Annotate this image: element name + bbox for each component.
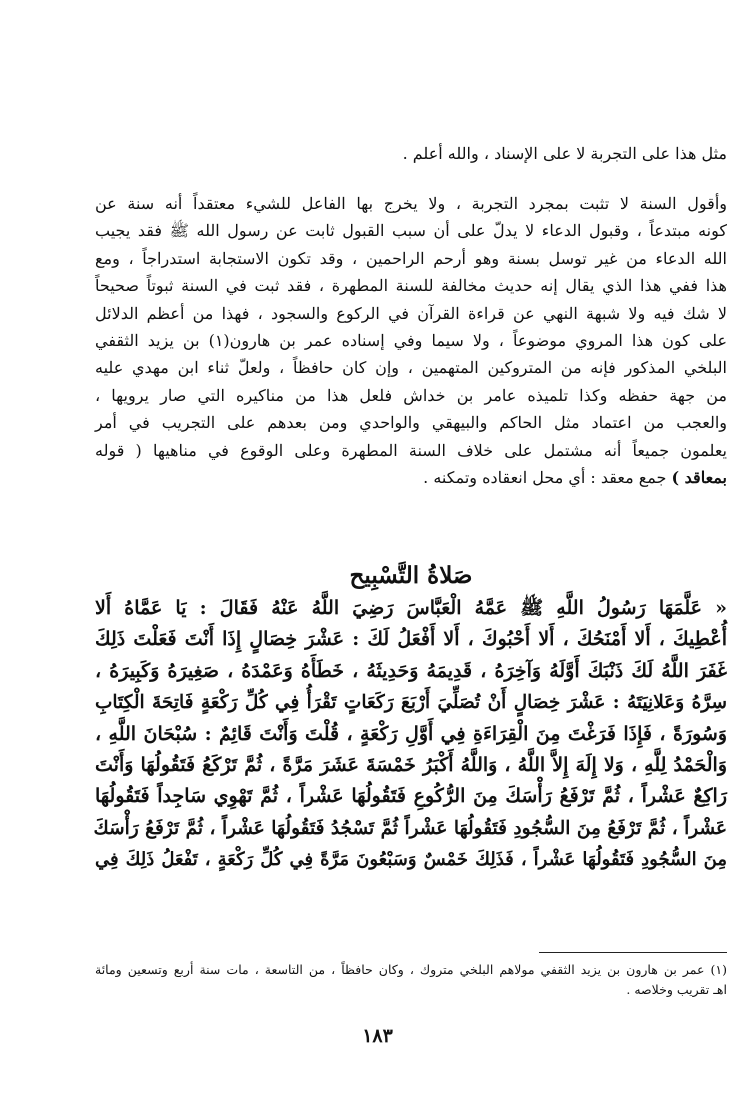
footnote-line: اهـ تقريب وخلاصه . xyxy=(626,982,727,997)
paragraph-line: الله الدعاء من غير توسل بسنة وهو أرحم الراحمين ، وقد تكون الاستجابة استدراجاً ، ومع xyxy=(95,248,727,268)
hadith-line: غَفَرَ اللَّهُ لَكَ ذَنْبَكَ أَوَّلَهُ وَآخِرَهُ ، قَدِيمَهُ وَحَدِيثَهُ ، خَطَأَهُ وَعَمْدَهُ ، صَغِيرَهُ وَكَبِيرَهُ ، xyxy=(95,659,727,682)
paragraph-line: هذا ففي هذا الذي يقال إنه حديث مخالفة للسنة المطهرة ، فقد ثبت في السنة ثبوتاً صحيحاً xyxy=(95,276,727,296)
hadith-text xyxy=(95,593,727,876)
paragraph-line: والعجب من اعتماد مثل الحاكم والبيهقي والواحدي ومن بعدهم على التجريب في أمر xyxy=(95,413,727,433)
hadith-line: « عَلَّمَهَا رَسُولُ اللَّهِ ﷺ عَمَّهُ الْعَبَّاسَ رَضِيَ اللَّهُ عَنْهُ فَقَالَ : يَا عَمَّاهُ أَلا xyxy=(95,597,727,619)
paragraph-line: لا شك فيه ولا شبهة النهي عن قراءة القرآن في الركوع والسجود ، فهذا من أعظم الدلائل xyxy=(95,303,727,323)
hadith-line: وَسُورَةً ، فَإِذَا فَرَغْتَ مِنَ الْقِرَاءَةِ فِي أَوَّلِ رَكْعَةٍ ، قُلْتَ وَأَنْتَ قَائِمٌ : سُبْحَانَ اللَّهِ ، xyxy=(95,722,727,745)
paragraph-line: من جهة حفظه وكذا تلميذه عامر بن خداش فلعل هذا من مناكيره التي صار يرويها ، xyxy=(95,385,727,405)
footnote-divider xyxy=(539,952,727,953)
section-heading: صَلاةُ التَّسْبِيح xyxy=(349,562,473,589)
intro-text: مثل هذا على التجربة لا على الإسناد ، والله أعلم . xyxy=(402,144,727,163)
hadith-line: مِنَ السُّجُودِ فَتَقُولُهَا عَشْراً ، فَذَلِكَ خَمْسٌ وَسَبْعُونَ مَرَّةً فِي كُلِّ رَكْعَةٍ ، تَفْعَلُ ذَلِكَ فِي xyxy=(95,849,727,871)
page-number: ١٨٣ xyxy=(362,1025,393,1047)
hadith-line: عَشْراً ، ثُمَّ تَرْفَعُ مِنَ السُّجُودِ فَتَقُولُهَا عَشْراً ثُمَّ تَسْجُدُ فَتَقُولُهَا عَشْراً ، ثُمَّ تَرْفَعُ رَأْسَكَ xyxy=(93,817,727,839)
hadith-line: رَاكِعٌ عَشْراً ، ثُمَّ تَرْفَعُ رَأْسَكَ مِنَ الرُّكُوعِ فَتَقُولُهَا عَشْراً ، ثُمَّ تَهْوِي سَاجِداً فَتَقُولُهَا xyxy=(95,785,727,808)
term-explanation: جمع معقد : أي محل انعقاده وتمكنه . xyxy=(423,468,672,488)
hadith-line: وَالْحَمْدُ لِلَّهِ ، وَلا إِلَهَ إِلاَّ اللَّهُ ، وَاللَّهُ أَكْبَرُ خَمْسَةَ عَشَرَ مَرَّةً ، ثُمَّ تَرْكَعُ فَتَقُولُهَا وَأَنْتَ xyxy=(95,754,727,777)
hadith-line: سِرَّهُ وَعَلانِيَتَهُ : عَشْرَ خِصَالٍ أَنْ تُصَلِّيَ أَرْبَعَ رَكَعَاتٍ تَقْرَأُ فِي كُلِّ رَكْعَةٍ فَاتِحَةَ الْكِتَابِ xyxy=(95,692,727,714)
paragraph-line: كونه مبتدعاً ، وقبول الدعاء لا يدلّ على أن سبب القبول ثابت عن رسول الله ﷺ فقد يجيب xyxy=(95,221,727,241)
paragraph-line: يعلمون جميعاً أنه مشتمل على خلاف السنة المطهرة وعلى الوقوع في مناهيها ( قوله xyxy=(95,440,727,460)
paragraph-line: البلخي المذكور فإنه من المتروكين المتهمين ، وإن كان حافظاً ، ولعلّ ثناء ابن مهدي عليه xyxy=(95,358,727,378)
footnotes xyxy=(95,960,727,1000)
paragraph-last-line xyxy=(95,464,727,491)
intro-line xyxy=(95,140,727,167)
footnote-line: (١) عمر بن هارون بن يزيد الثقفي مولاهم البلخي متروك ، وكان حافظاً ، من التاسعة ، مات سنة أربع وتسعين ومائة xyxy=(95,962,727,977)
hadith-line: أُعْطِيكَ ، أَلا أَمْنَحُكَ ، أَلا أَحْبُوكَ ، أَلا أَفْعَلُ لَكَ : عَشْرَ خِصَالٍ إِذَا أَنْتَ فَعَلْتَ ذَلِكَ xyxy=(95,628,727,651)
paragraph-line: على كون هذا المروي موضوعاً ، ولا سيما وفي إسناده عمر بن هارون(١) بن يزيد الثقفي xyxy=(95,331,728,351)
term-label: بمعاقد ) xyxy=(671,468,727,488)
paragraph-line: وأقول السنة لا تثبت بمجرد التجربة ، ولا يخرج بها الفاعل للشيء معتقداً أنه سنة عن xyxy=(95,194,727,213)
commentary-paragraph xyxy=(95,190,727,491)
